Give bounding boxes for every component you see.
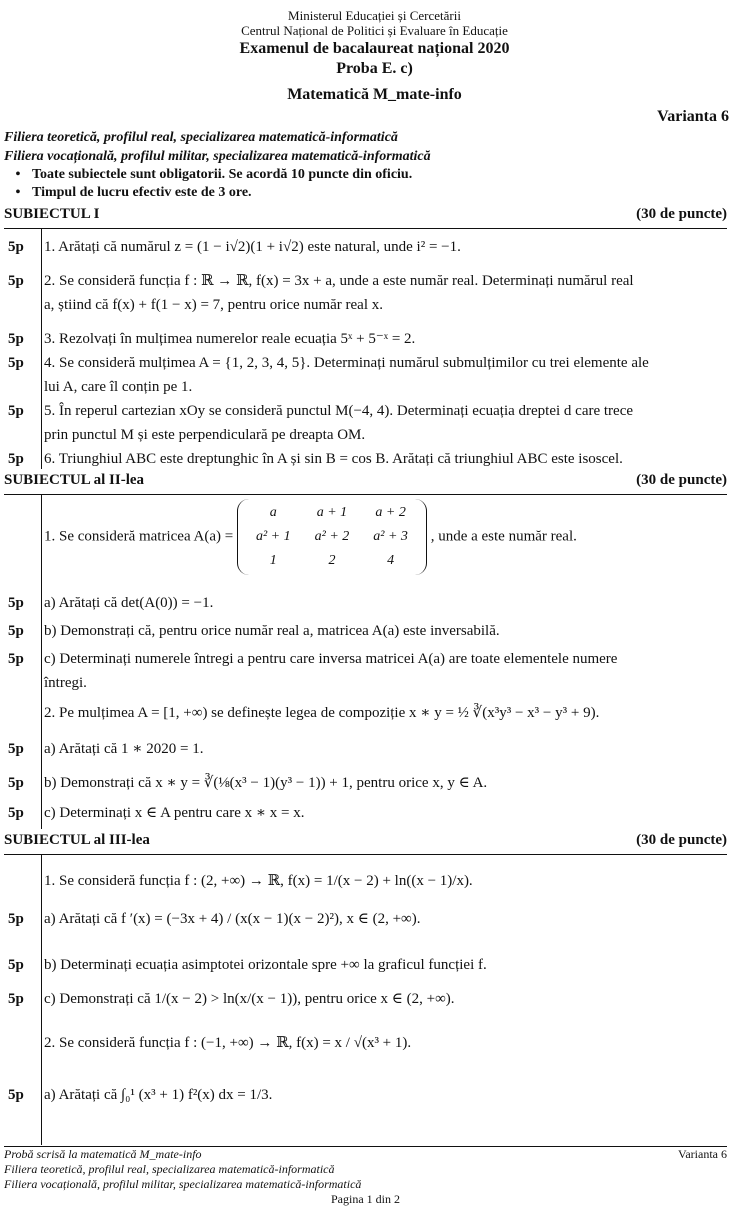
- exercise-text: 3. Rezolvați în mulțimea numerelor reale ecuația 5ˣ + 5⁻ˣ = 2.: [44, 331, 416, 347]
- exercise-text: întregi.: [44, 675, 87, 691]
- section-2-block: 1. Se consideră matricea A(a) = a a + 1 a + 2 a² + 1 a² + 2 a² + 3 1 2 4 , unde a este număr real. 5p a) Arătați că det(A(0)) = −1. 5p b) Demonstrați că, pentru orice număr real a, matricea A(a) este inversabilă. 5p c) Determinați numerele întregi a pentru care inversa matricei A(a) are toate elementele numere întregi. 2. Pe mulțimea A = [1, +∞) se definește legea de compoziție x ∗ y = ½ ∛(x³y³ − x³ − y³ + 9). 5p a) Arătați că 1 ∗ 2020 = 1. 5p b) Demonstrați că x ∗ y = ∛(⅛(x³ − 1)(y³ − 1)) + 1, pentru orice x, y ∈ A. 5p c) Determinați x ∈ A pentru care x ∗ x = x.: [4, 494, 727, 829]
- exercise-text: b) Determinați ecuația asimptotei orizontale spre +∞ la graficul funcției f.: [44, 957, 487, 973]
- matrix-A: a a + 1 a + 2 a² + 1 a² + 2 a² + 3 1 2 4: [237, 499, 427, 575]
- exercise-text: 2. Se consideră funcția f : (−1, +∞) → ℝ, f(x) = x / √(x³ + 1).: [44, 1035, 412, 1051]
- exercise-text: a) Arătați că ∫₀¹ (x³ + 1) f²(x) dx = 1/3.: [44, 1087, 273, 1103]
- filiera-line: Filiera teoretică, profilul real, specializarea matematică-informatică: [4, 130, 398, 145]
- center-name: Centrul Național de Politici și Evaluare în Educație: [241, 23, 508, 38]
- points-label: 5p: [8, 273, 24, 289]
- points-label: 5p: [8, 957, 24, 973]
- bullet-icon: •: [15, 167, 21, 182]
- exercise-text: 1. Arătați că numărul z = (1 − i√2)(1 + i√2) este natural, unde i² = −1.: [44, 239, 461, 255]
- points-divider: [41, 855, 42, 1145]
- exercise-text: 6. Triunghiul ABC este dreptunghic în A și sin B = cos B. Arătați că triunghiul ABC este isoscel.: [44, 451, 623, 467]
- exercise-text: 2. Pe mulțimea A = [1, +∞) se definește legea de compoziție x ∗ y = ½ ∛(x³y³ − x³ − y³ + 9).: [44, 705, 600, 721]
- points-divider: [41, 495, 42, 829]
- rule-item: • Toate subiectele sunt obligatorii. Se acordă 10 puncte din oficiu.: [4, 166, 412, 184]
- exercise-text: prin punctul M și este perpendiculară pe dreapta OM.: [44, 427, 366, 443]
- exercise-text: 2. Se consideră funcția f : ℝ → ℝ, f(x) = 3x + a, unde a este număr real. Determinați numărul real: [44, 273, 634, 289]
- page-footer: Probă scrisă la matematică M_mate-info Varianta 6 Filiera teoretică, profilul real, specializarea matematică-informatică Filiera vocațională, profilul militar, specializarea matematică-informatică Pagina 1 din 2: [4, 1147, 727, 1206]
- exam-title: Examenul de bacalaureat național 2020: [239, 40, 510, 57]
- exercise-text: c) Determinați numerele întregi a pentru care inversa matricei A(a) are toate elementele numere: [44, 651, 618, 667]
- exercise-text: 5. În reperul cartezian xOy se consideră punctul M(−4, 4). Determinați ecuația dreptei d care trece: [44, 403, 634, 419]
- section-title-2: SUBIECTUL al II-lea (30 de puncte): [4, 472, 727, 488]
- bullet-icon: •: [15, 185, 21, 200]
- points-label: 5p: [8, 991, 24, 1007]
- points-label: 5p: [8, 623, 24, 639]
- points-label: 5p: [8, 775, 24, 791]
- points-label: 5p: [8, 451, 24, 467]
- points-label: 5p: [8, 741, 24, 757]
- filiera-line: Filiera vocațională, profilul militar, specializarea matematică-informatică: [4, 149, 431, 164]
- exercise-text: a) Arătați că 1 ∗ 2020 = 1.: [44, 741, 204, 757]
- exercise-text: a) Arătați că f ′(x) = (−3x + 4) / (x(x − 1)(x − 2)²), x ∈ (2, +∞).: [44, 911, 421, 927]
- subject-title: Matematică M_mate-info: [287, 86, 462, 103]
- points-divider: [41, 229, 42, 469]
- points-label: 5p: [8, 805, 24, 821]
- exercise-text: b) Demonstrați că, pentru orice număr real a, matricea A(a) este inversabilă.: [44, 623, 500, 639]
- points-label: 5p: [8, 595, 24, 611]
- exercise-text: c) Demonstrați că 1/(x − 2) > ln(x/(x − 1)), pentru orice x ∈ (2, +∞).: [44, 991, 455, 1007]
- points-label: 5p: [8, 651, 24, 667]
- points-label: 5p: [8, 239, 24, 255]
- points-label: 5p: [8, 1087, 24, 1103]
- exercise-text: 4. Se consideră mulțimea A = {1, 2, 3, 4, 5}. Determinați numărul submulțimilor cu trei elemente ale: [44, 355, 649, 371]
- points-label: 5p: [8, 331, 24, 347]
- exercise-text: 1. Se consideră funcția f : (2, +∞) → ℝ, f(x) = 1/(x − 2) + ln((x − 1)/x).: [44, 873, 473, 889]
- page-number: Pagina 1 din 2: [331, 1192, 400, 1206]
- exercise-text: a) Arătați că det(A(0)) = −1.: [44, 595, 214, 611]
- filiere-list: [4, 128, 431, 166]
- section-3-block: [4, 854, 727, 1145]
- page-header: [0, 0, 749, 105]
- section-title-3: SUBIECTUL al III-lea (30 de puncte): [4, 832, 727, 848]
- variant-label: Varianta 6: [657, 108, 729, 125]
- exercise-text: a, știind că f(x) + f(1 − x) = 7, pentru orice număr real x.: [44, 297, 384, 313]
- exercise-text: lui A, care îl conțin pe 1.: [44, 379, 193, 395]
- proba-title: Proba E. c): [336, 60, 413, 77]
- ministry-name: Ministerul Educației și Cercetării: [288, 8, 461, 23]
- points-label: 5p: [8, 355, 24, 371]
- exercise-text: c) Determinați x ∈ A pentru care x ∗ x = x.: [44, 805, 305, 821]
- rules-list: [4, 166, 412, 202]
- section-1-block: [4, 228, 727, 469]
- points-label: 5p: [8, 403, 24, 419]
- points-label: 5p: [8, 911, 24, 927]
- exercise-text: b) Demonstrați că x ∗ y = ∛(⅛(x³ − 1)(y³ − 1)) + 1, pentru orice x, y ∈ A.: [44, 775, 488, 791]
- rule-item: • Timpul de lucru efectiv este de 3 ore.: [4, 184, 412, 202]
- section-title-1: SUBIECTUL I (30 de puncte): [4, 206, 727, 222]
